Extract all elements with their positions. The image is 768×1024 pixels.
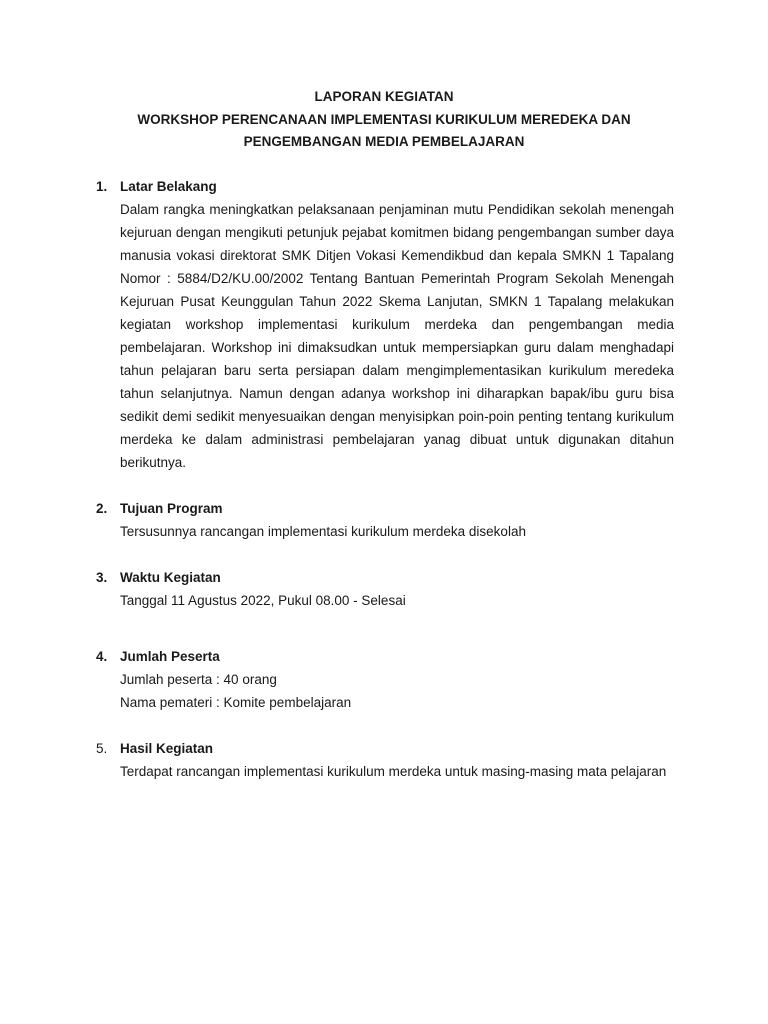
section-heading <box>96 498 676 520</box>
section-heading <box>96 646 676 668</box>
section-number: 2. <box>96 501 108 516</box>
section-title: Hasil Kegiatan <box>120 741 214 756</box>
section-heading <box>96 567 676 589</box>
section-heading <box>96 176 676 198</box>
title-line-1: LAPORAN KEGIATAN <box>314 89 454 104</box>
participant-count: Jumlah peserta : 40 orang <box>120 672 277 687</box>
section-title: Jumlah Peserta <box>120 649 220 664</box>
section-title: Latar Belakang <box>120 179 217 194</box>
section-number: 3. <box>96 570 108 585</box>
section-jumlah-peserta <box>96 646 676 714</box>
section-title: Tujuan Program <box>120 501 223 516</box>
title-line-2: WORKSHOP PERENCANAAN IMPLEMENTASI KURIKULUM MEREDEKA DAN <box>137 111 631 127</box>
section-tujuan-program <box>96 498 676 543</box>
section-heading <box>96 738 676 760</box>
document-title <box>0 86 768 154</box>
section-hasil-kegiatan <box>96 738 676 783</box>
section-body: Tanggal 11 Agustus 2022, Pukul 08.00 - Selesai <box>120 593 406 608</box>
section-number: 4. <box>96 649 108 664</box>
title-line-3: PENGEMBANGAN MEDIA PEMBELAJARAN <box>243 134 525 149</box>
section-body: Terdapat rancangan implementasi kurikulum merdeka untuk masing-masing mata pelajaran <box>120 764 667 779</box>
speaker-name: Nama pemateri : Komite pembelajaran <box>120 695 352 710</box>
section-number: 1. <box>96 179 108 194</box>
section-title: Waktu Kegiatan <box>120 570 221 585</box>
section-latar-belakang <box>96 176 676 474</box>
section-body: Tersusunnya rancangan implementasi kurikulum merdeka disekolah <box>120 524 526 539</box>
section-body: Dalam rangka meningkatkan pelaksanaan penjaminan mutu Pendidikan sekolah menengah kejuruan dengan mengikuti petunjuk pejabat komitmen bidang pengembangan sumber daya manusia vokasi direktorat SMK Ditjen Vokasi Kemendikbud dan kepala SMKN 1 Tapalang Nomor : 5884/D2/KU.00/2002 Tentang Bantuan Pemerintah Program Sekolah Menengah Kejuruan Pusat Keunggulan Tahun 2022 Skema Lanjutan, SMKN 1 Tapalang melakukan kegiatan workshop implementasi kurikulum merdeka dan pengembangan media pembelajaran. Workshop ini dimaksudkan untuk mempersiapkan guru dalam menghadapi tahun pelajaran baru serta persiapan dalam mengimplementasikan kurikulum meredeka tahun selanjutnya. Namun dengan adanya workshop ini diharapkan bapak/ibu guru bisa sedikit demi sedikit menyesuaikan dengan menyisipkan poin-poin penting tentang kurikulum merdeka ke dalam administrasi pembelajaran yanag dibuat untuk digunakan ditahun berikutnya. <box>120 202 674 470</box>
section-number: 5. <box>96 741 108 756</box>
section-waktu-kegiatan <box>96 567 676 612</box>
